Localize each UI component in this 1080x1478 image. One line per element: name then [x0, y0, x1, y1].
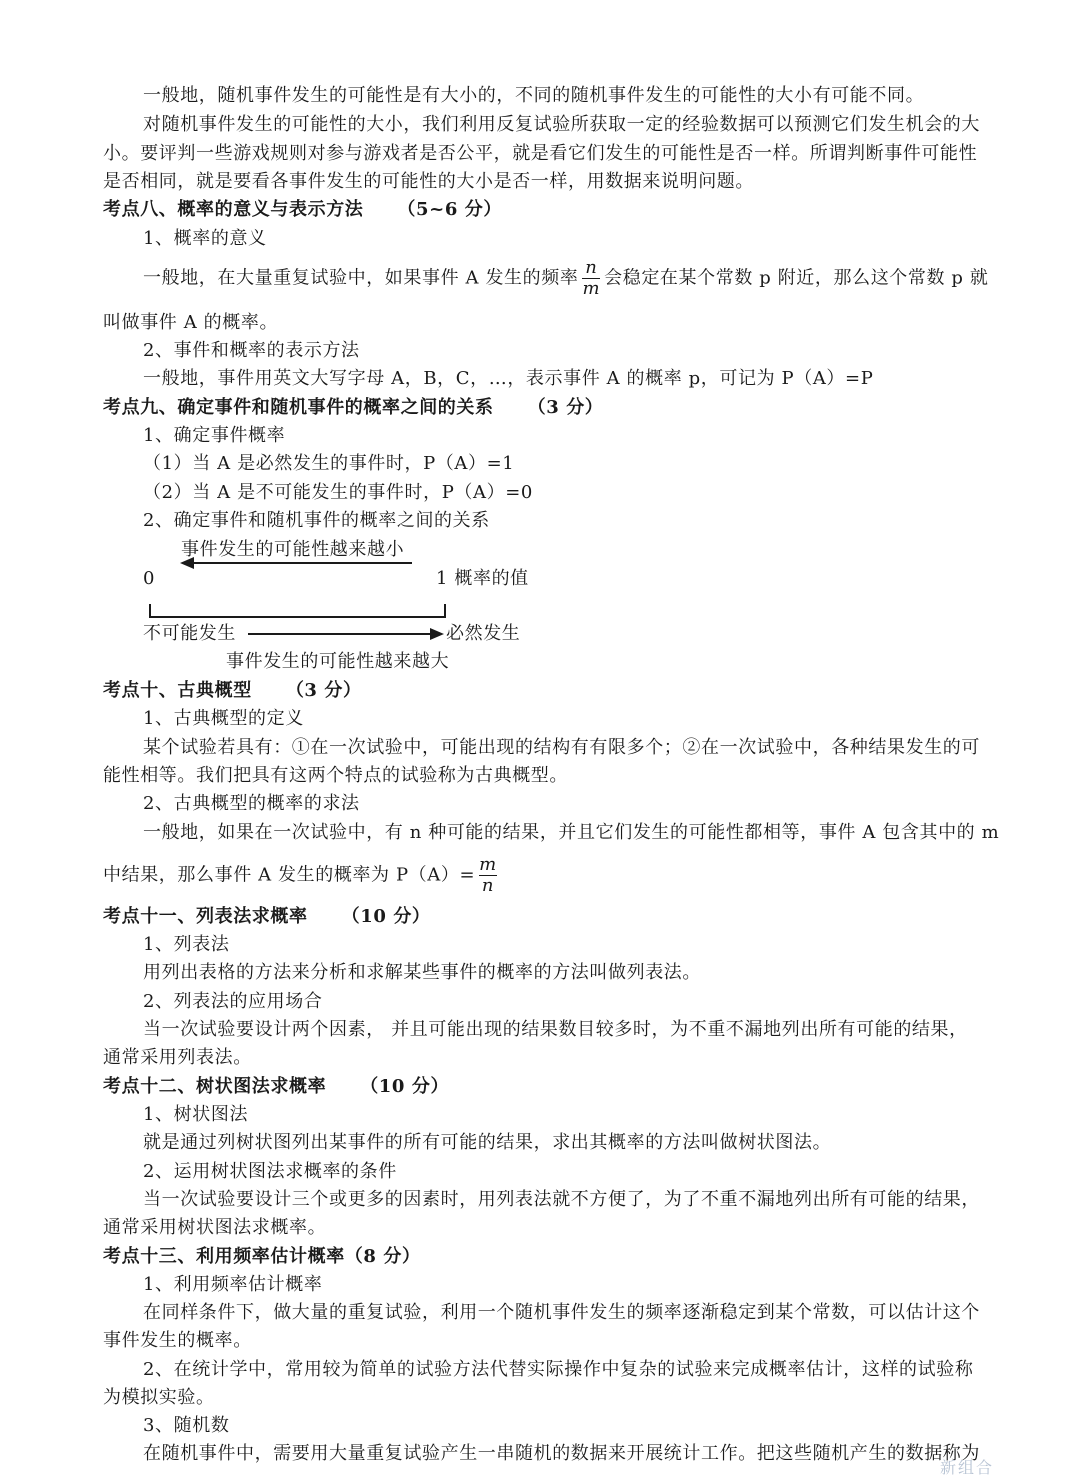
diagram-bottom-label: 事件发生的可能性越来越大	[226, 651, 450, 672]
fraction-numerator: n	[585, 257, 598, 278]
subheading: 2、确定事件和随机事件的概率之间的关系	[143, 510, 490, 531]
section-score: （10 分）	[341, 906, 431, 927]
paragraph-line: 一般地，事件用英文大写字母 A，B，C，…，表示事件 A 的概率 p，可记为 P（A）=P	[143, 368, 874, 389]
section-heading-k10	[103, 679, 362, 703]
intro-paragraph-2-line-1: 对随机事件发生的可能性的大小，我们利用反复试验所获取一定的经验数据可以预测它们发生机会的大	[143, 114, 980, 135]
paragraph-line: 当一次试验要设计三个或更多的因素时，用列表法就不方便了，为了不重不漏地列出所有可能的结果，	[143, 1189, 980, 1210]
intro-paragraph-1: 一般地，随机事件发生的可能性是有大小的，不同的随机事件发生的可能性的大小有可能不同。	[143, 85, 925, 106]
list-item: （2）当 A 是不可能发生的事件时，P（A）=0	[143, 482, 533, 503]
section-title: 考点十一、列表法求概率	[103, 906, 308, 927]
intro-paragraph-2-line-3: 是否相同，就是要看各事件发生的可能性的大小是否一样，用数据来说明问题。	[103, 171, 754, 192]
intro-paragraph-2-line-2: 小。要评判一些游戏规则对参与游戏者是否公平，就是看它们发生的可能性是否一样。所谓判断事件可能性	[103, 143, 978, 164]
section-title: 考点八、概率的意义与表示方法	[103, 199, 364, 220]
text-fragment: 中结果，那么事件 A 发生的概率为 P（A）=	[103, 864, 476, 886]
diagram-left-end: 不可能发生	[143, 623, 236, 644]
subheading: 2、古典概型的概率的求法	[143, 793, 360, 814]
fraction-m-over-n	[479, 855, 497, 896]
fraction-denominator: n	[479, 875, 497, 896]
paragraph-line	[103, 855, 501, 896]
arrow-right-head-icon	[430, 628, 444, 640]
range-bracket	[150, 604, 445, 617]
paragraph-line: 在随机事件中，需要用大量重复试验产生一串随机的数据来开展统计工作。把这些随机产生的数据称为	[143, 1443, 980, 1464]
section-heading-k13: 考点十三、利用频率估计概率（8 分）	[103, 1246, 421, 1267]
text-fragment: 一般地，在大量重复试验中，如果事件 A 发生的频率	[143, 267, 579, 289]
section-score: （3 分）	[285, 680, 362, 701]
diagram-right-end: 必然发生	[446, 623, 521, 644]
paragraph-line: 通常采用列表法。	[103, 1047, 252, 1068]
arrow-left-head-icon	[180, 557, 194, 569]
subheading: 2、事件和概率的表示方法	[143, 340, 360, 361]
paragraph-line: 为模拟实验。	[103, 1387, 215, 1408]
subheading: 2、运用树状图法求概率的条件	[143, 1161, 397, 1182]
section-heading-k11	[103, 905, 431, 929]
section-title: 考点十、古典概型	[103, 680, 252, 701]
subheading: 1、古典概型的定义	[143, 708, 304, 729]
section-title: 考点九、确定事件和随机事件的概率之间的关系	[103, 397, 494, 418]
fraction-denominator: m	[582, 278, 601, 299]
diagram-right-value: 1 概率的值	[436, 568, 529, 589]
paragraph-line: 能性相等。我们把具有这两个特点的试验称为古典概型。	[103, 765, 568, 786]
subheading: 1、概率的意义	[143, 228, 267, 249]
subheading: 3、随机数	[143, 1415, 230, 1436]
subheading: 1、确定事件概率	[143, 425, 286, 446]
subheading: 1、树状图法	[143, 1104, 249, 1125]
paragraph-line: 2、在统计学中，常用较为简单的试验方法代替实际操作中复杂的试验来完成概率估计，这样的试验称	[143, 1359, 974, 1380]
paragraph-line: 就是通过列树状图列出某事件的所有可能的结果，求出其概率的方法叫做树状图法。	[143, 1132, 832, 1153]
watermark: 新组合	[940, 1458, 995, 1477]
fraction-numerator: m	[479, 854, 497, 875]
section-score: （10 分）	[360, 1076, 450, 1097]
section-score: （3 分）	[527, 397, 604, 418]
paragraph-line: 当一次试验要设计两个因素， 并且可能出现的结果数目较多时，为不重不漏地列出所有可能的结果，	[143, 1019, 968, 1040]
subheading: 2、列表法的应用场合	[143, 991, 323, 1012]
subheading: 1、利用频率估计概率	[143, 1274, 323, 1295]
diagram-graphics	[0, 0, 1080, 700]
diagram-left-value: 0	[143, 568, 156, 589]
list-item: （1）当 A 是必然发生的事件时，P（A）=1	[143, 453, 515, 474]
paragraph-line: 在同样条件下，做大量的重复试验，利用一个随机事件发生的频率逐渐稳定到某个常数，可以估计这个	[143, 1302, 980, 1323]
section-score: （5~6 分）	[397, 199, 503, 220]
section-heading-k12	[103, 1075, 449, 1099]
paragraph-line: 一般地，如果在一次试验中，有 n 种可能的结果，并且它们发生的可能性都相等，事件 A 包含其中的 m	[143, 822, 1000, 843]
section-title: 考点十二、树状图法求概率	[103, 1076, 327, 1097]
paragraph-line: 事件发生的概率。	[103, 1330, 252, 1351]
paragraph-line: 用列出表格的方法来分析和求解某些事件的概率的方法叫做列表法。	[143, 962, 701, 983]
text-fragment: 会稳定在某个常数 p 附近，那么这个常数 p 就	[604, 267, 989, 289]
subheading: 1、列表法	[143, 934, 230, 955]
paragraph-line: 某个试验若具有：①在一次试验中，可能出现的结构有有限多个；②在一次试验中，各种结果发生的可	[143, 737, 980, 758]
paragraph-line: 叫做事件 A 的概率。	[103, 312, 279, 333]
paragraph-line: 通常采用树状图法求概率。	[103, 1217, 327, 1238]
diagram-top-label: 事件发生的可能性越来越小	[181, 539, 405, 560]
